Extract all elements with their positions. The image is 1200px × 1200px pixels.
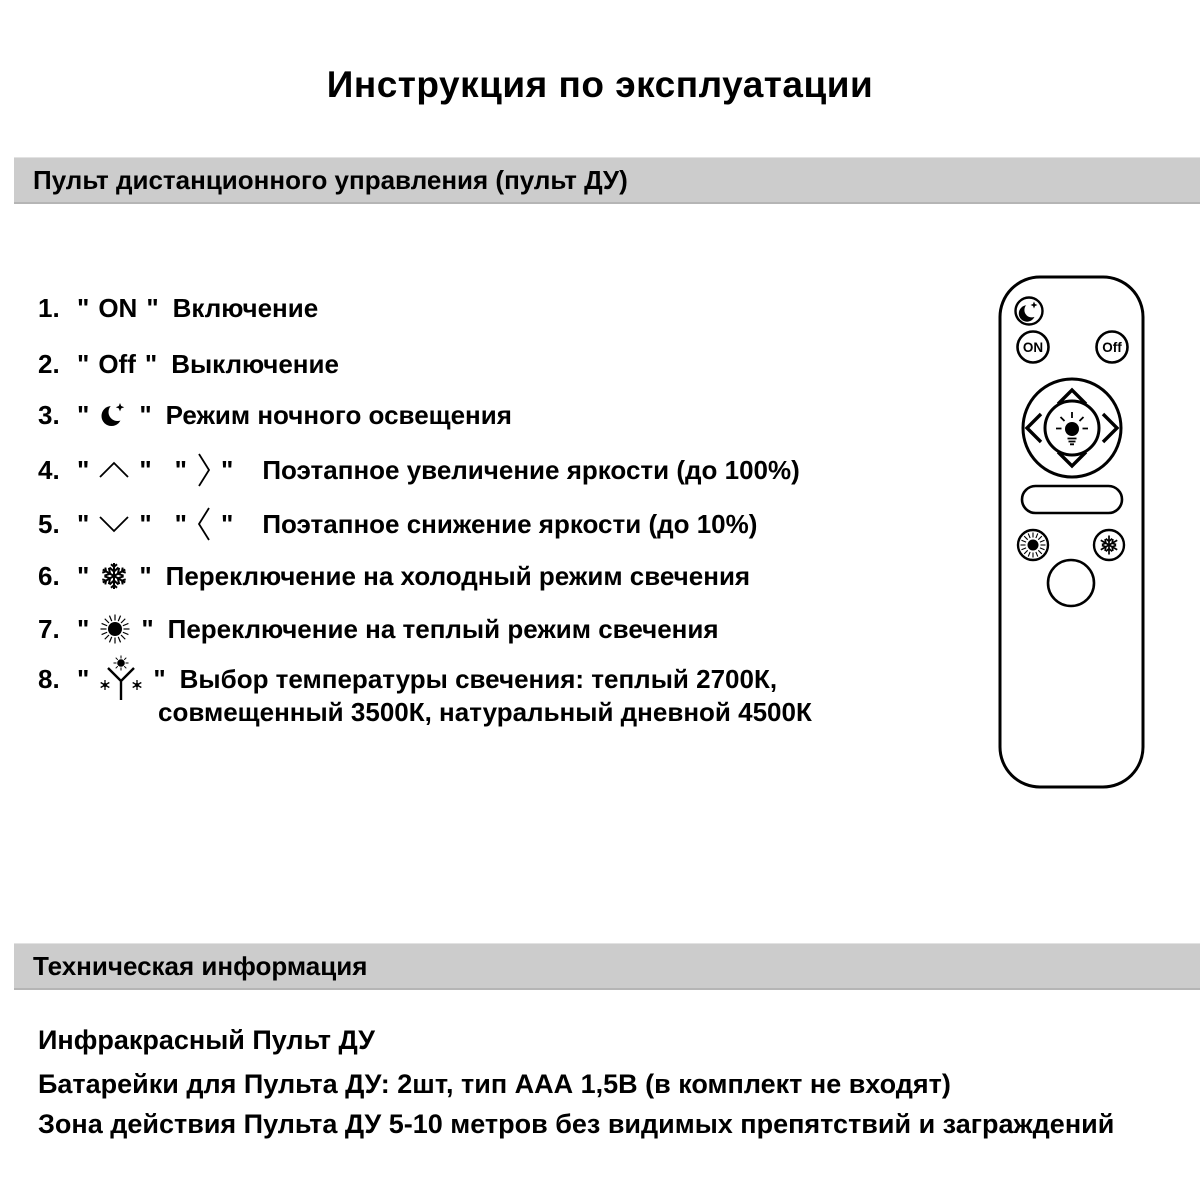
item-number: 5. <box>38 508 60 539</box>
instruction-item-5 <box>38 500 757 548</box>
tech-info-line: Инфракрасный Пульт ДУ <box>38 1025 375 1055</box>
sun-icon <box>1021 533 1046 558</box>
instruction-item-4 <box>38 446 800 494</box>
quote-mark: " <box>220 508 234 539</box>
quote-mark: " <box>77 348 90 379</box>
quote-mark: " <box>77 663 90 694</box>
on-button <box>1018 332 1049 363</box>
off-button <box>1097 332 1128 363</box>
instruction-item-8 <box>38 655 777 703</box>
quote-mark: " <box>146 292 159 323</box>
cold-mode-button <box>1094 530 1124 560</box>
item-number: 4. <box>38 454 60 485</box>
temperature-select-icon <box>98 654 144 704</box>
section-header-tech-label: Техническая информация <box>33 950 368 981</box>
item-description: Режим ночного освещения <box>165 399 512 430</box>
section-header-tech <box>14 943 1200 990</box>
item-number: 2. <box>38 348 60 379</box>
chevron-down-icon <box>98 514 130 534</box>
round-button <box>1048 560 1094 606</box>
item-description-line2: совмещенный 3500К, натуральный дневной 4500К <box>158 697 812 727</box>
chevron-up-icon <box>98 460 130 480</box>
quote-mark: " <box>77 454 90 485</box>
tech-info-line: Зона действия Пульта ДУ 5-10 метров без видимых препятствий и заграждений <box>38 1109 1115 1139</box>
instruction-item-3 <box>38 391 512 439</box>
item-description: Переключение на холодный режим свечения <box>165 560 751 591</box>
quote-mark: " <box>144 348 158 379</box>
quote-mark: " <box>139 508 152 539</box>
instruction-item-6 <box>38 552 750 600</box>
instruction-item-2 <box>38 340 339 388</box>
item-number: 8. <box>38 663 60 694</box>
off-button-label: Off <box>1102 340 1122 355</box>
night-mode-button <box>1016 298 1043 325</box>
item-number: 3. <box>38 399 60 430</box>
on-label: ON <box>98 292 138 323</box>
item-number: 7. <box>38 613 60 644</box>
item-description: Выбор температуры свечения: теплый 2700К, <box>179 663 778 694</box>
chevron-right-icon <box>196 451 212 489</box>
moon-icon <box>98 399 130 431</box>
quote-mark: " <box>139 560 152 591</box>
quote-mark: " <box>77 399 90 430</box>
section-header-remote <box>14 157 1200 204</box>
item-description: Включение <box>172 292 319 323</box>
page-title: Инструкция по эксплуатации <box>326 64 874 105</box>
snowflake-icon <box>98 560 130 592</box>
quote-mark: " <box>174 508 187 539</box>
quote-mark: " <box>77 508 90 539</box>
brightness-bar-button <box>1022 486 1122 513</box>
section-header-remote-label: Пульт дистанционного управления (пульт ДУ) <box>33 164 628 195</box>
direction-pad <box>1023 379 1121 477</box>
instruction-item-1 <box>38 284 318 332</box>
quote-mark: " <box>77 613 90 644</box>
tech-info-line: Батарейки для Пульта ДУ: 2шт, тип ААА 1,5В (в комплект не входят) <box>38 1069 951 1099</box>
off-label: Off <box>98 348 136 379</box>
remote-control-illustration <box>990 268 1160 798</box>
sun-icon <box>98 612 132 646</box>
on-button-label: ON <box>1022 340 1044 355</box>
item-number: 6. <box>38 560 60 591</box>
quote-mark: " <box>141 613 154 644</box>
quote-mark: " <box>139 399 152 430</box>
item-description: Поэтапное увеличение яркости (до 100%) <box>262 454 800 485</box>
quote-mark: " <box>77 292 90 323</box>
quote-mark: " <box>153 663 166 694</box>
chevron-left-icon <box>196 505 212 543</box>
quote-mark: " <box>77 560 90 591</box>
item-number: 1. <box>38 292 60 323</box>
quote-mark: " <box>139 454 152 485</box>
instruction-item-7 <box>38 605 719 653</box>
quote-mark: " <box>220 454 234 485</box>
item-description: Поэтапное снижение яркости (до 10%) <box>262 508 758 539</box>
warm-mode-button <box>1018 530 1048 560</box>
quote-mark: " <box>174 454 187 485</box>
item-description: Выключение <box>171 348 339 379</box>
item-description: Переключение на теплый режим свечения <box>167 613 719 644</box>
